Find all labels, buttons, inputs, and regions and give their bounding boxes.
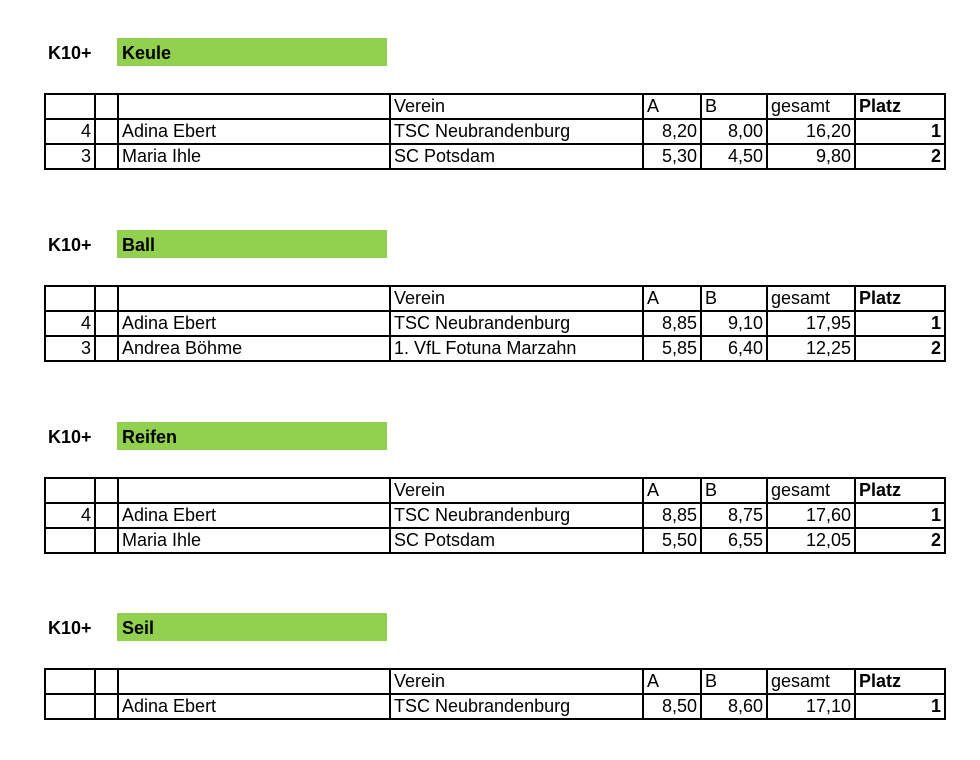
header-a: A — [643, 478, 701, 503]
apparatus-title: Reifen — [117, 422, 387, 450]
table-row — [45, 119, 945, 144]
header-verein: Verein — [390, 286, 643, 311]
header-a: A — [643, 94, 701, 119]
cell-a: 8,50 — [643, 694, 701, 719]
header-nr — [45, 478, 95, 503]
category-label: K10+ — [48, 427, 92, 447]
cell-platz: 1 — [855, 694, 945, 719]
cell-name: Andrea Böhme — [118, 336, 390, 361]
table-row — [45, 336, 945, 361]
table-header-row — [45, 286, 945, 311]
cell-b: 4,50 — [701, 144, 767, 169]
cell-blank — [95, 336, 118, 361]
cell-gesamt: 9,80 — [767, 144, 855, 169]
cell-verein: SC Potsdam — [390, 528, 643, 553]
header-gesamt: gesamt — [767, 478, 855, 503]
cell-b: 9,10 — [701, 311, 767, 336]
cell-platz: 2 — [855, 144, 945, 169]
cell-a: 8,20 — [643, 119, 701, 144]
cell-nr: 4 — [45, 311, 95, 336]
table-header-row — [45, 478, 945, 503]
cell-verein: TSC Neubrandenburg — [390, 503, 643, 528]
table-row — [45, 503, 945, 528]
cell-platz: 1 — [855, 119, 945, 144]
cell-nr: 3 — [45, 336, 95, 361]
cell-nr: 4 — [45, 503, 95, 528]
cell-name: Adina Ebert — [118, 694, 390, 719]
header-platz: Platz — [855, 94, 945, 119]
header-nr — [45, 669, 95, 694]
header-b: B — [701, 478, 767, 503]
header-a: A — [643, 669, 701, 694]
table-row — [45, 311, 945, 336]
header-blank — [95, 478, 118, 503]
cell-b: 8,75 — [701, 503, 767, 528]
cell-nr: 3 — [45, 144, 95, 169]
cell-name: Adina Ebert — [118, 311, 390, 336]
cell-verein: TSC Neubrandenburg — [390, 119, 643, 144]
header-platz: Platz — [855, 286, 945, 311]
cell-verein: SC Potsdam — [390, 144, 643, 169]
cell-gesamt: 16,20 — [767, 119, 855, 144]
header-gesamt: gesamt — [767, 286, 855, 311]
header-verein: Verein — [390, 669, 643, 694]
category-label: K10+ — [48, 618, 92, 638]
results-table — [44, 477, 946, 554]
table-row — [45, 144, 945, 169]
header-verein: Verein — [390, 478, 643, 503]
cell-blank — [95, 503, 118, 528]
header-platz: Platz — [855, 478, 945, 503]
apparatus-title: Ball — [117, 230, 387, 258]
results-table — [44, 285, 946, 362]
cell-platz: 1 — [855, 311, 945, 336]
cell-a: 5,30 — [643, 144, 701, 169]
cell-b: 8,60 — [701, 694, 767, 719]
cell-name: Adina Ebert — [118, 503, 390, 528]
header-b: B — [701, 669, 767, 694]
header-gesamt: gesamt — [767, 669, 855, 694]
cell-blank — [95, 528, 118, 553]
cell-platz: 2 — [855, 528, 945, 553]
results-table — [44, 668, 946, 720]
table-header-row — [45, 94, 945, 119]
cell-blank — [95, 694, 118, 719]
cell-nr — [45, 528, 95, 553]
apparatus-title: Keule — [117, 38, 387, 66]
cell-gesamt: 12,05 — [767, 528, 855, 553]
header-blank — [95, 94, 118, 119]
table-row — [45, 528, 945, 553]
header-nr — [45, 286, 95, 311]
cell-blank — [95, 144, 118, 169]
header-name — [118, 94, 390, 119]
header-name — [118, 669, 390, 694]
category-label: K10+ — [48, 235, 92, 255]
cell-a: 8,85 — [643, 503, 701, 528]
results-table — [44, 93, 946, 170]
header-nr — [45, 94, 95, 119]
cell-verein: TSC Neubrandenburg — [390, 694, 643, 719]
cell-name: Adina Ebert — [118, 119, 390, 144]
cell-verein: TSC Neubrandenburg — [390, 311, 643, 336]
cell-gesamt: 17,60 — [767, 503, 855, 528]
cell-a: 8,85 — [643, 311, 701, 336]
cell-a: 5,50 — [643, 528, 701, 553]
cell-b: 8,00 — [701, 119, 767, 144]
header-a: A — [643, 286, 701, 311]
table-row — [45, 694, 945, 719]
header-verein: Verein — [390, 94, 643, 119]
header-platz: Platz — [855, 669, 945, 694]
cell-gesamt: 12,25 — [767, 336, 855, 361]
cell-verein: 1. VfL Fotuna Marzahn — [390, 336, 643, 361]
cell-blank — [95, 311, 118, 336]
cell-blank — [95, 119, 118, 144]
apparatus-title: Seil — [117, 613, 387, 641]
cell-gesamt: 17,10 — [767, 694, 855, 719]
header-blank — [95, 286, 118, 311]
table-header-row — [45, 669, 945, 694]
header-name — [118, 478, 390, 503]
cell-nr — [45, 694, 95, 719]
cell-nr: 4 — [45, 119, 95, 144]
cell-b: 6,55 — [701, 528, 767, 553]
header-b: B — [701, 94, 767, 119]
cell-platz: 1 — [855, 503, 945, 528]
cell-a: 5,85 — [643, 336, 701, 361]
cell-platz: 2 — [855, 336, 945, 361]
header-blank — [95, 669, 118, 694]
category-label: K10+ — [48, 43, 92, 63]
cell-name: Maria Ihle — [118, 144, 390, 169]
cell-name: Maria Ihle — [118, 528, 390, 553]
header-b: B — [701, 286, 767, 311]
header-name — [118, 286, 390, 311]
header-gesamt: gesamt — [767, 94, 855, 119]
cell-gesamt: 17,95 — [767, 311, 855, 336]
cell-b: 6,40 — [701, 336, 767, 361]
